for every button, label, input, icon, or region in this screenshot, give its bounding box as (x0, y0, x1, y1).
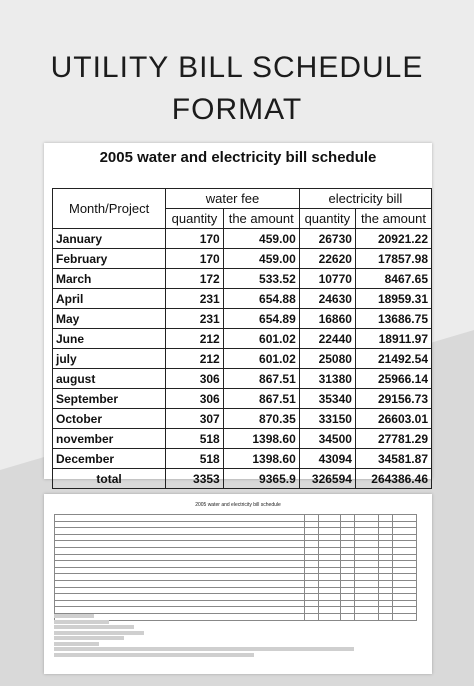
row-month: September (53, 389, 166, 409)
table-row (53, 409, 432, 429)
preview-cell (379, 587, 393, 594)
preview-cell (341, 521, 355, 528)
preview-cell (305, 567, 319, 574)
row-water-amount: 870.35 (223, 409, 299, 429)
row-water-amount: 654.88 (223, 289, 299, 309)
row-water-amount: 1398.60 (223, 429, 299, 449)
preview-cell (393, 580, 417, 587)
row-electricity-quantity: 16860 (299, 309, 355, 329)
table-row (53, 229, 432, 249)
row-water-quantity: 212 (166, 349, 224, 369)
preview-cell (393, 567, 417, 574)
row-water-quantity: 212 (166, 329, 224, 349)
preview-cell (319, 580, 341, 587)
row-water-quantity: 306 (166, 389, 224, 409)
page-title-line-1: UTILITY BILL SCHEDULE (50, 51, 424, 84)
row-month: March (53, 269, 166, 289)
preview-cell (305, 587, 319, 594)
row-water-quantity: 306 (166, 369, 224, 389)
preview-cell (55, 528, 305, 535)
row-water-quantity: 518 (166, 449, 224, 469)
preview-cell (379, 574, 393, 581)
preview-cell (319, 515, 341, 522)
row-electricity-quantity: 22620 (299, 249, 355, 269)
row-water-quantity: 172 (166, 269, 224, 289)
preview-cell (355, 521, 379, 528)
preview-cell (379, 561, 393, 568)
preview-cell (55, 567, 305, 574)
preview-cell (319, 574, 341, 581)
row-month: February (53, 249, 166, 269)
preview-cell (393, 587, 417, 594)
preview-cell (55, 587, 305, 594)
preview-cell (55, 574, 305, 581)
table-row (53, 329, 432, 349)
preview-cell (355, 580, 379, 587)
preview-title: 2005 water and electricity bill schedule (195, 502, 281, 508)
row-month: December (53, 449, 166, 469)
row-electricity-quantity: 43094 (299, 449, 355, 469)
preview-row (55, 554, 417, 561)
preview-cell (55, 521, 305, 528)
preview-cell (305, 515, 319, 522)
row-water-amount: 1398.60 (223, 449, 299, 469)
row-water-amount: 654.89 (223, 309, 299, 329)
bill-table-body (53, 229, 432, 469)
preview-cell (341, 547, 355, 554)
preview-cell (305, 528, 319, 535)
preview-row (55, 600, 417, 607)
row-electricity-amount: 34581.87 (355, 449, 431, 469)
preview-cell (393, 600, 417, 607)
sheet-title: 2005 water and electricity bill schedule (99, 149, 377, 166)
header-month-project: Month/Project (53, 189, 166, 229)
preview-row (55, 521, 417, 528)
row-water-amount: 533.52 (223, 269, 299, 289)
table-row (53, 349, 432, 369)
preview-row (55, 607, 417, 614)
preview-cell (379, 541, 393, 548)
preview-cell (379, 528, 393, 535)
preview-cell (393, 607, 417, 614)
preview-cell (305, 561, 319, 568)
preview-cell (341, 515, 355, 522)
header-electricity-quantity: quantity (299, 209, 355, 229)
row-water-quantity: 518 (166, 429, 224, 449)
preview-cell (379, 547, 393, 554)
total-row (53, 469, 432, 489)
preview-cell (55, 561, 305, 568)
preview-cell (305, 600, 319, 607)
preview-table (54, 514, 417, 621)
preview-cell (355, 561, 379, 568)
row-month: august (53, 369, 166, 389)
total-electricity-quantity: 326594 (299, 469, 355, 489)
preview-cell (319, 554, 341, 561)
preview-cell (319, 547, 341, 554)
preview-cell (319, 567, 341, 574)
preview-cell (341, 574, 355, 581)
row-electricity-quantity: 35340 (299, 389, 355, 409)
row-month: June (53, 329, 166, 349)
preview-cell (379, 580, 393, 587)
preview-row (55, 567, 417, 574)
preview-cell (355, 607, 379, 614)
preview-cell (55, 534, 305, 541)
preview-cell (355, 547, 379, 554)
preview-cell (305, 521, 319, 528)
preview-cell (319, 528, 341, 535)
row-water-amount: 459.00 (223, 229, 299, 249)
preview-cell (379, 554, 393, 561)
preview-cell (355, 541, 379, 548)
header-water-fee: water fee (166, 189, 300, 209)
row-electricity-quantity: 34500 (299, 429, 355, 449)
preview-cell (355, 528, 379, 535)
preview-cell (355, 587, 379, 594)
preview-cell (319, 534, 341, 541)
preview-cell (341, 600, 355, 607)
preview-cell (355, 515, 379, 522)
preview-row (55, 528, 417, 535)
page-title-line-2: FORMAT (171, 93, 303, 126)
preview-cell (305, 574, 319, 581)
preview-cell (319, 607, 341, 614)
preview-cell (393, 515, 417, 522)
preview-row (55, 515, 417, 522)
row-month: October (53, 409, 166, 429)
preview-cell (341, 554, 355, 561)
preview-cell (319, 587, 341, 594)
row-electricity-amount: 20921.22 (355, 229, 431, 249)
row-water-quantity: 170 (166, 229, 224, 249)
preview-cell (393, 561, 417, 568)
preview-cell (55, 600, 305, 607)
preview-cell (379, 521, 393, 528)
total-water-amount: 9365.9 (223, 469, 299, 489)
preview-table-body (55, 515, 417, 621)
preview-cell (379, 600, 393, 607)
preview-cell (379, 567, 393, 574)
row-water-amount: 601.02 (223, 329, 299, 349)
row-water-quantity: 231 (166, 289, 224, 309)
preview-row (55, 534, 417, 541)
table-row (53, 309, 432, 329)
table-row (53, 249, 432, 269)
table-row (53, 429, 432, 449)
preview-cell (341, 587, 355, 594)
row-water-quantity: 231 (166, 309, 224, 329)
row-electricity-quantity: 33150 (299, 409, 355, 429)
header-electricity-amount: the amount (355, 209, 431, 229)
row-electricity-amount: 29156.73 (355, 389, 431, 409)
preview-cell (341, 541, 355, 548)
row-electricity-quantity: 25080 (299, 349, 355, 369)
preview-cell (355, 567, 379, 574)
row-electricity-amount: 13686.75 (355, 309, 431, 329)
preview-row (55, 580, 417, 587)
preview-cell (55, 580, 305, 587)
preview-cell (305, 547, 319, 554)
table-row (53, 289, 432, 309)
row-electricity-amount: 18959.31 (355, 289, 431, 309)
row-electricity-quantity: 22440 (299, 329, 355, 349)
preview-cell (55, 594, 305, 601)
preview-cell (393, 594, 417, 601)
row-water-amount: 867.51 (223, 389, 299, 409)
table-row (53, 269, 432, 289)
header-water-amount: the amount (223, 209, 299, 229)
preview-row (55, 547, 417, 554)
preview-cell (341, 528, 355, 535)
preview-cell (379, 594, 393, 601)
preview-cell (341, 534, 355, 541)
preview-cell (355, 534, 379, 541)
preview-row (55, 587, 417, 594)
preview-cell (305, 580, 319, 587)
preview-cell (55, 541, 305, 548)
row-water-amount: 867.51 (223, 369, 299, 389)
preview-cell (55, 607, 305, 614)
row-month: April (53, 289, 166, 309)
row-electricity-amount: 21492.54 (355, 349, 431, 369)
row-electricity-quantity: 31380 (299, 369, 355, 389)
preview-cell (305, 594, 319, 601)
bill-table (52, 188, 432, 489)
preview-cell (355, 574, 379, 581)
row-water-quantity: 307 (166, 409, 224, 429)
spreadsheet-preview-card (44, 494, 432, 674)
row-electricity-amount: 27781.29 (355, 429, 431, 449)
preview-cell (393, 574, 417, 581)
preview-cell (393, 521, 417, 528)
row-electricity-quantity: 26730 (299, 229, 355, 249)
preview-cell (319, 561, 341, 568)
preview-cell (341, 567, 355, 574)
preview-cell (319, 600, 341, 607)
preview-cell (319, 594, 341, 601)
preview-cell (55, 554, 305, 561)
preview-row (55, 541, 417, 548)
preview-cell (379, 607, 393, 614)
row-water-amount: 601.02 (223, 349, 299, 369)
preview-cell (379, 534, 393, 541)
table-row (53, 389, 432, 409)
preview-cell (305, 534, 319, 541)
preview-cell (355, 600, 379, 607)
preview-cell (341, 561, 355, 568)
row-month: January (53, 229, 166, 249)
preview-cell (341, 594, 355, 601)
preview-cell (355, 554, 379, 561)
table-row (53, 369, 432, 389)
row-electricity-quantity: 24630 (299, 289, 355, 309)
preview-cell (319, 541, 341, 548)
preview-cell (393, 534, 417, 541)
preview-row (55, 574, 417, 581)
preview-cell (341, 580, 355, 587)
row-month: May (53, 309, 166, 329)
row-electricity-amount: 17857.98 (355, 249, 431, 269)
header-water-quantity: quantity (166, 209, 224, 229)
preview-cell (393, 541, 417, 548)
row-water-quantity: 170 (166, 249, 224, 269)
preview-cell (305, 541, 319, 548)
preview-cell (393, 528, 417, 535)
preview-notes (54, 614, 414, 658)
total-electricity-amount: 264386.46 (355, 469, 431, 489)
preview-cell (355, 594, 379, 601)
row-electricity-amount: 18911.97 (355, 329, 431, 349)
preview-cell (305, 607, 319, 614)
preview-cell (55, 547, 305, 554)
row-month: november (53, 429, 166, 449)
preview-cell (379, 515, 393, 522)
row-electricity-quantity: 10770 (299, 269, 355, 289)
row-electricity-amount: 26603.01 (355, 409, 431, 429)
preview-cell (305, 554, 319, 561)
preview-row (55, 561, 417, 568)
row-month: july (53, 349, 166, 369)
row-electricity-amount: 25966.14 (355, 369, 431, 389)
total-water-quantity: 3353 (166, 469, 224, 489)
preview-cell (319, 521, 341, 528)
preview-row (55, 594, 417, 601)
preview-cell (55, 515, 305, 522)
preview-cell (393, 554, 417, 561)
preview-cell (341, 607, 355, 614)
header-electricity-bill: electricity bill (299, 189, 431, 209)
total-label: total (53, 469, 166, 489)
spreadsheet-card (44, 143, 432, 486)
row-electricity-amount: 8467.65 (355, 269, 431, 289)
table-row (53, 449, 432, 469)
preview-cell (393, 547, 417, 554)
row-water-amount: 459.00 (223, 249, 299, 269)
